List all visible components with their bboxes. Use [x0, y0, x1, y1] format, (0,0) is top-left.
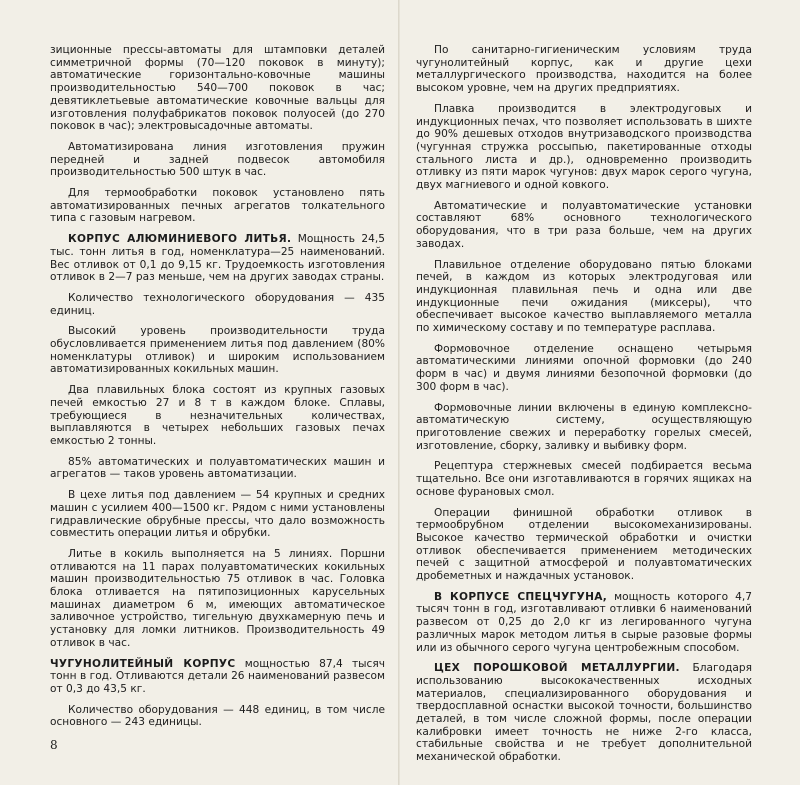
section-heading: ЧУГУНОЛИТЕЙНЫЙ КОРПУС: [50, 657, 236, 670]
paragraph: Количество технологического оборудования — 435 единиц.: [50, 291, 385, 317]
paragraph: Литье в кокиль выполняется на 5 линиях. Поршни отливаются на 11 парах полуавтоматических кокильных машин производительностью 75 отливок в час. Головка блока отливается на пятипозиционных карусельных машинах диаметром 6 м, имеющих автоматическое заливочное устройство, тигельную двухкамерную печь и установку для ломки литников. Производительность 49 отливок в час.: [50, 547, 385, 649]
paragraph: зиционные прессы-автоматы для штамповки деталей симметричной формы (70—120 поковок в минуту); автоматические горизонтально-ковочные машины производительностью 540—700 поковок в час; девятиклетьевые автоматические ковочные вальцы для изготовления полуфабрикатов поковок полуосей (до 270 поковок в час); электровысадочные автоматы.: [50, 44, 385, 133]
page-fold: [398, 0, 400, 785]
section-heading: В КОРПУСЕ СПЕЦЧУГУНА,: [434, 590, 608, 603]
paragraph: Формовочные линии включены в единую комплексно-автоматическую систему, осуществляющую приготовление свежих и переработку горелых смесей, изготовление, сборку, заливку и выбивку форм.: [416, 401, 752, 452]
section-paragraph: В КОРПУСЕ СПЕЦЧУГУНА, мощность которого 4,7 тысяч тонн в год, изготавливают отливки 6 наименований развесом от 0,25 до 2,0 кг из легированного чугуна различных марок методом литья в сырые разовые формы или из обычного серого чугуна центробежным способом.: [416, 590, 752, 654]
paragraph: Два плавильных блока состоят из крупных газовых печей емкостью 27 и 8 т в каждом блоке. Сплавы, требующиеся в незначительных количествах, выплавляются в четырех небольших газовых печах емкостью 2 тонны.: [50, 384, 385, 447]
paragraph: По санитарно-гигиеническим условиям труда чугунолитейный корпус, как и другие цехи металлургического производства, находится на более высоком уровне, чем на других предприятиях.: [416, 44, 752, 95]
paragraph: Формовочное отделение оснащено четырьмя автоматическими линиями опочной формовки (до 240 форм в час) и двумя линиями безопочной формовки (до 300 форм в час).: [416, 342, 752, 393]
section-heading: ЦЕХ ПОРОШКОВОЙ МЕТАЛЛУРГИИ.: [434, 662, 680, 675]
paragraph: Для термообработки поковок установлено пять автоматизированных печных агрегатов толкательного типа с газовым нагревом.: [50, 187, 385, 225]
page-number: 8: [50, 738, 58, 752]
paragraph: Плавка производится в электродуговых и индукционных печах, что позволяет использовать в шихте до 90% дешевых отходов внутризаводского производства (чугунная стружка россыпью, пакетированные отходы стального листа и др.), одновременно производить отливку из пяти марок чугунов: двух марок серого чугуна, двух магниевого и одной ковкого.: [416, 102, 752, 192]
paragraph: Количество оборудования — 448 единиц, в том числе основного — 243 единицы.: [50, 703, 385, 729]
section-paragraph: КОРПУС АЛЮМИНИЕВОГО ЛИТЬЯ. Мощность 24,5 тыс. тонн литья в год, номенклатура—25 наименований. Вес отливок от 0,1 до 9,15 кг. Трудоемкость изготовления отливок в 2—7 раз меньше, чем на других заводах страны.: [50, 233, 385, 284]
paragraph: Плавильное отделение оборудовано пятью блоками печей, в каждом из которых электродуговая или индукционная плавильная печь и одна или две индукционные печи ожидания (миксеры), что обеспечивает высокое качество выплавляемого металла по химическому составу и по температуре расплава.: [416, 258, 752, 335]
section-paragraph: ЦЕХ ПОРОШКОВОЙ МЕТАЛЛУРГИИ. Благодаря использованию высококачественных исходных материалов, специализированного оборудования и твердосплавной оснастки высокой точности, большинство деталей, в том числе сложной формы, после операции калибровки имеет точность не ниже 2-го класса, стабильные свойства и не требует дополнительной механической обработки.: [416, 662, 752, 764]
paragraph: Операции финишной обработки отливок в термообрубном отделении высокомеханизированы. Высокое качество термической обработки и очистки отливок обеспечивается применением методических печей с защитной атмосферой и полуавтоматических дробеметных и наждачных установок.: [416, 506, 752, 583]
paragraph: Рецептура стержневых смесей подбирается весьма тщательно. Все они изготавливаются в горячих ящиках на основе фурановых смол.: [416, 460, 752, 498]
paragraph: Автоматизирована линия изготовления пружин передней и задней подвесок автомобиля производительностью 500 штук в час.: [50, 140, 385, 179]
paragraph: Автоматические и полуавтоматические установки составляют 68% основного технологического оборудования, что в три раза больше, чем на других заводах.: [416, 199, 752, 250]
section-heading: КОРПУС АЛЮМИНИЕВОГО ЛИТЬЯ.: [68, 233, 292, 246]
section-paragraph: ЧУГУНОЛИТЕЙНЫЙ КОРПУС мощностью 87,4 тысяч тонн в год. Отливаются детали 26 наименований развесом от 0,3 до 43,5 кг.: [50, 657, 386, 695]
paragraph: В цехе литья под давлением — 54 крупных и средних машин с усилием 400—1500 кг. Рядом с ними установлены гидравлические обрубные прессы, что дало возможность совместить операции литья и обрубки.: [50, 489, 385, 540]
left-column: [50, 44, 385, 737]
right-column: [416, 44, 752, 772]
paragraph: Высокий уровень производительности труда обусловливается применением литья под давлением (80% номенклатуры отливок) и широким использованием автоматизированных кокильных машин.: [50, 325, 385, 376]
paragraph: 85% автоматических и полуавтоматических машин и агрегатов — таков уровень автоматизации.: [50, 455, 385, 481]
